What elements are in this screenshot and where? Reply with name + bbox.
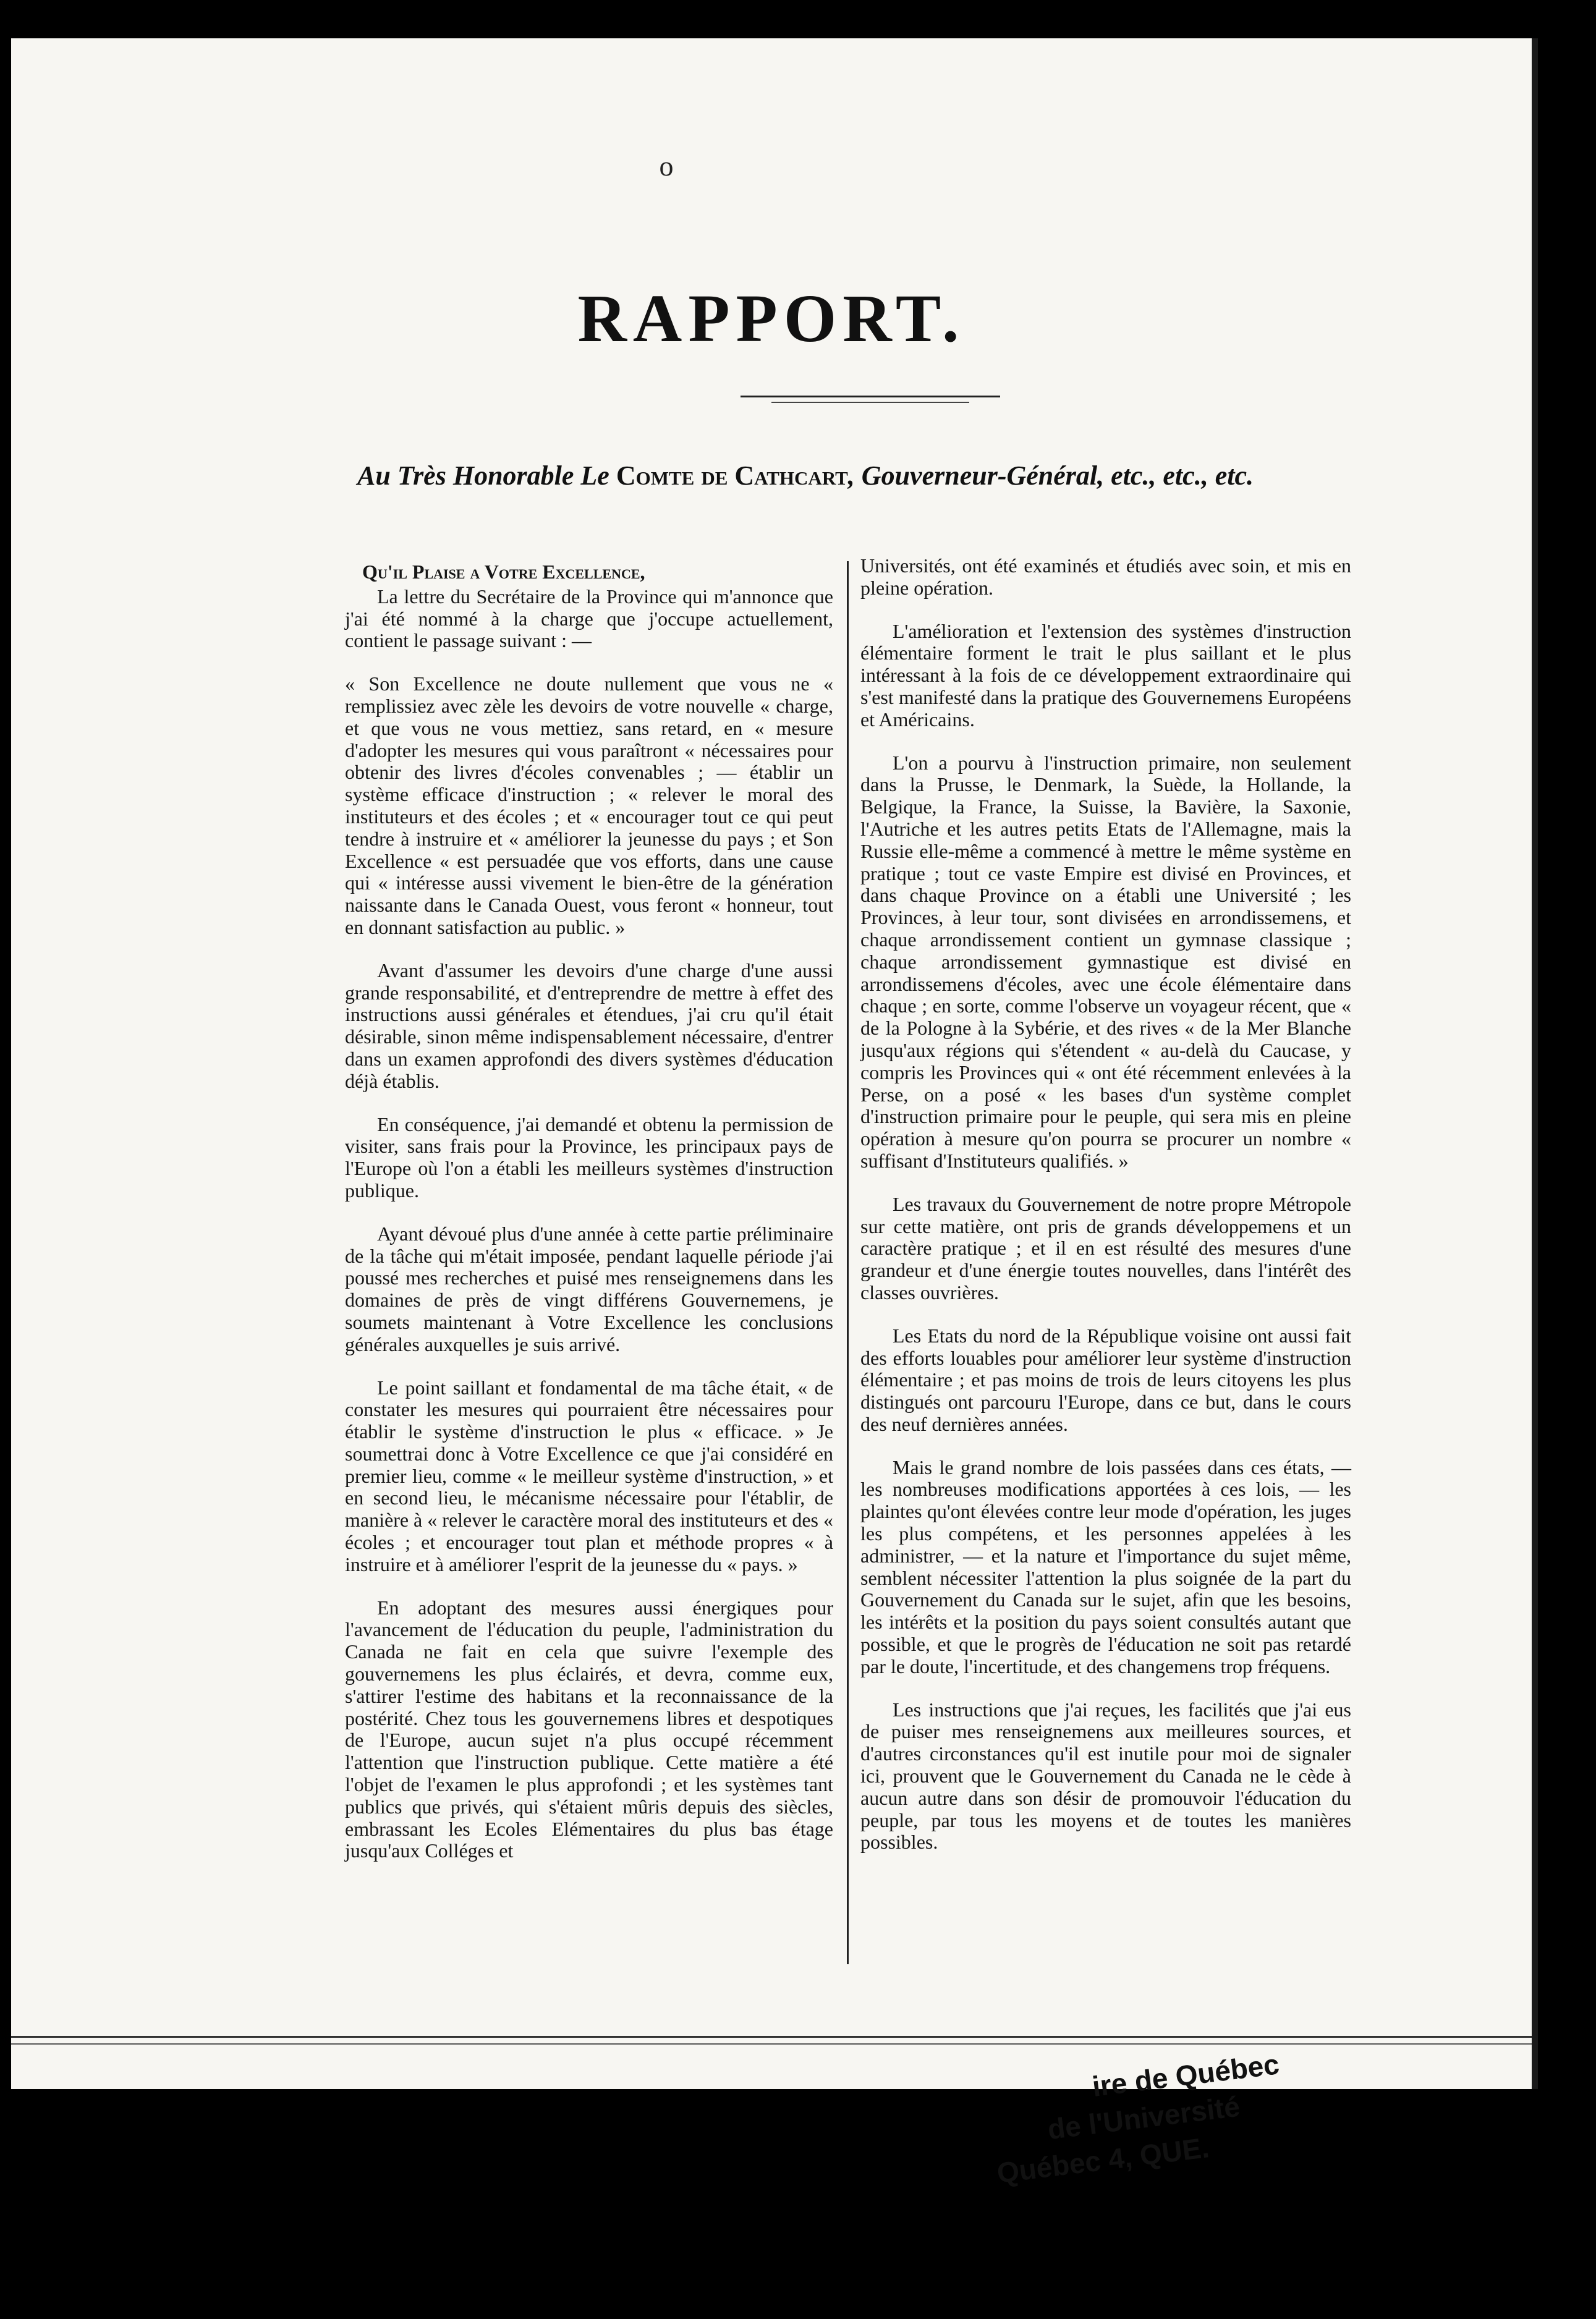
scan-border (1532, 38, 1538, 2089)
paragraph: L'on a pourvu à l'instruction primaire, non seulement dans la Prusse, le Denmark, la Suède, la Hollande, la Belgique, la France, la Suisse, la Bavière, la Saxonie, l'Autriche et les autres petits Etats de l'Allemagne, mais la Russie elle-même a commencé à mettre le même système en pratique ; tout ce vaste Empire est divisé en Provinces, et dans chaque Province on a établi une Université ; les Provinces, à leur tour, sont divisées en arrondissemens, et chaque arrondissement contient un gymnase classique ; chaque arrondissement gymnastique est divisé en arrondissemens d'écoles, avec une école élémentaire dans chaque ; en sorte, comme l'observe un voyageur récent, que « de la Pologne à la Sybérie, et des rives « de la Mer Blanche jusqu'aux régions qui s'étendent « au-delà du Caucase, y compris les Provinces qui « ont été récemment enlevées à la Perse, on a posé « les bases d'un système complet d'instruction primaire pour le peuple, qui sera mis en pleine opération à mesure qu'on pourra se procurer un nombre « suffisant d'Instituteurs qualifiés. » (860, 751, 1351, 1172)
stamp-line: ire de Québec (1090, 2048, 1281, 2103)
paragraph: Les instructions que j'ai reçues, les facilités que j'ai eus de puiser mes renseignemens aux meilleures sources, et d'autres circonstances qu'il est inutile pour moi de signaler ici, prouvent que le Gouvernement du Canada ne le cède à aucun autre dans son désir de promouvoir l'éducation du peuple, par tous les moyens et de toutes les manières possibles. (860, 1698, 1351, 1854)
paragraph: Le point saillant et fondamental de ma tâche était, « de constater les mesures qui pourraient être nécessaires pour établir le système d'instruction le plus « efficace. » Je soumettrai donc à Votre Excellence ce que j'ai considéré en premier lieu, comme « le meilleur système d'instruction, » et en second lieu, le mécanisme nécessaire pour l'établir, de manière à « relever le caractère moral des instituteurs et des « écoles ; et encourager tout plan et méthode propres « à instruire et à améliorer l'esprit de la jeunesse du « pays. » (345, 1376, 833, 1575)
title-rule (741, 396, 1000, 397)
paragraph: En conséquence, j'ai demandé et obtenu la permission de visiter, sans frais pour la Province, les principaux pays de l'Europe où l'on a établi les meilleurs systèmes d'instruction publique. (345, 1113, 833, 1202)
bottom-rule (11, 2036, 1532, 2038)
dedication-line (357, 460, 1383, 491)
dedication-suffix: , Gouverneur-Général, etc., etc., etc. (847, 460, 1254, 491)
title-rule-secondary (771, 402, 969, 403)
document-page (11, 38, 1532, 2189)
paragraph: Ayant dévoué plus d'une année à cette partie préliminaire de la tâche qui m'était imposée, pendant laquelle période j'ai poussé mes recherches et puisé mes renseignemens dans les domaines de près de vingt différens Gouvernemens, je soumets maintenant à Votre Excellence les conclusions générales auxquelles je suis arrivé. (345, 1222, 833, 1355)
paragraph: Les Etats du nord de la République voisine ont aussi fait des efforts louables pour améliorer leur système d'instruction élémentaire ; et pas moins de trois de leurs citoyens les plus distingués ont parcouru l'Europe, dans ce but, dans le cours des neuf dernières années. (860, 1324, 1351, 1435)
paragraph: L'amélioration et l'extension des systèmes d'instruction élémentaire forment le trait le plus saillant et le plus intéressant à la fois de ce développement extraordinaire qui s'est manifesté dans la pratique des Gouvernemens Européens et Américains. (860, 619, 1351, 731)
stamp-line: Québec 4, QUE. (995, 2131, 1211, 2189)
dedication-prefix: Au Très Honorable Le (357, 460, 616, 491)
paragraph: Avant d'assumer les devoirs d'une charge d'une aussi grande responsabilité, et d'entreprendre de mettre à effet des instructions aussi générales et étendues, j'ai cru qu'il était désirable, sinon même indispensablement nécessaire, d'entrer dans un examen approfondi des divers systèmes d'éducation déjà établis. (345, 959, 833, 1092)
dedication-name: Comte de Cathcart (616, 460, 848, 491)
paragraph: Mais le grand nombre de lois passées dans ces états, — les nombreuses modifications apportées à ces lois, — les plaintes qu'ont élevées contre leur mode d'opération, les juges les plus compétens, et les personnes appelées à les administrer, — et la nature et l'importance du sujet même, semblent nécessiter l'attention la plus soignée de la part du Gouvernement du Canada sur le sujet, afin que les besoins, les intérêts et la position du pays soient consultés autant que possible, et que le progrès de l'éducation ne soit pas retardé par le doute, l'incertitude, et des changemens trop fréquens. (860, 1456, 1351, 1677)
right-column (860, 555, 1351, 1875)
paragraph-continued: Universités, ont été examinés et étudiés avec soin, et mis en pleine opération. (860, 554, 1351, 599)
salutation: Qu'il Plaise a Votre Excellence, (362, 561, 645, 583)
page-number: o (659, 150, 674, 182)
quoted-passage: « Son Excellence ne doute nullement que vous ne « remplissiez avec zèle les devoirs de votre nouvelle « charge, et que vous ne vous mettiez, sans retard, en « mesure d'adopter les mesures qui vous paraîtront « nécessaires pour obtenir des livres d'écoles convenables ; — établir un système efficace d'instruction ; « relever le moral des instituteurs et des écoles ; et « encourager tout ce qui peut tendre à instruire et « améliorer la jeunesse du pays ; et Son Excellence « est persuadée que vos efforts, dans une cause qui « intéresse aussi vivement le bien-être de la génération naissante dans le Canada Ouest, vous feront « honneur, tout en donnant satisfaction au public. » (345, 672, 833, 938)
paragraph: La lettre du Secrétaire de la Province qui m'annonce que j'ai été nommé à la charge que j'occupe actuellement, contient le passage suivant : — (345, 585, 833, 652)
stamp-line: de l'Université (1045, 2090, 1242, 2146)
paragraph: Les travaux du Gouvernement de notre propre Métropole sur cette matière, ont pris de grands développemens et un caractère pratique ; et il en est résulté des mesures d'une grandeur et d'une énergie toutes nouvelles, dans l'intérêt des classes ouvrières. (860, 1192, 1351, 1304)
page-title: RAPPORT. (577, 281, 966, 356)
column-divider (847, 561, 849, 1964)
library-stamp (986, 2039, 1348, 2234)
left-column (345, 561, 833, 1883)
paragraph: En adoptant des mesures aussi énergiques pour l'avancement de l'éducation du peuple, l'administration du Canada ne fait en cela que suivre l'exemple des gouvernemens les plus éclairés, et devra, comme eux, s'attirer l'estime des habitans et la reconnaissance de la postérité. Chez tous les gouvernemens libres et despotiques de l'Europe, aucun sujet n'a plus occupé récemment l'attention que l'instruction publique. Cette matière a été l'objet de l'examen le plus approfondi ; et les systèmes tant publics que privés, qui s'étaient mûris depuis des siècles, embrassant les Ecoles Elémentaires du plus bas étage jusqu'aux Colléges et (345, 1596, 833, 1862)
